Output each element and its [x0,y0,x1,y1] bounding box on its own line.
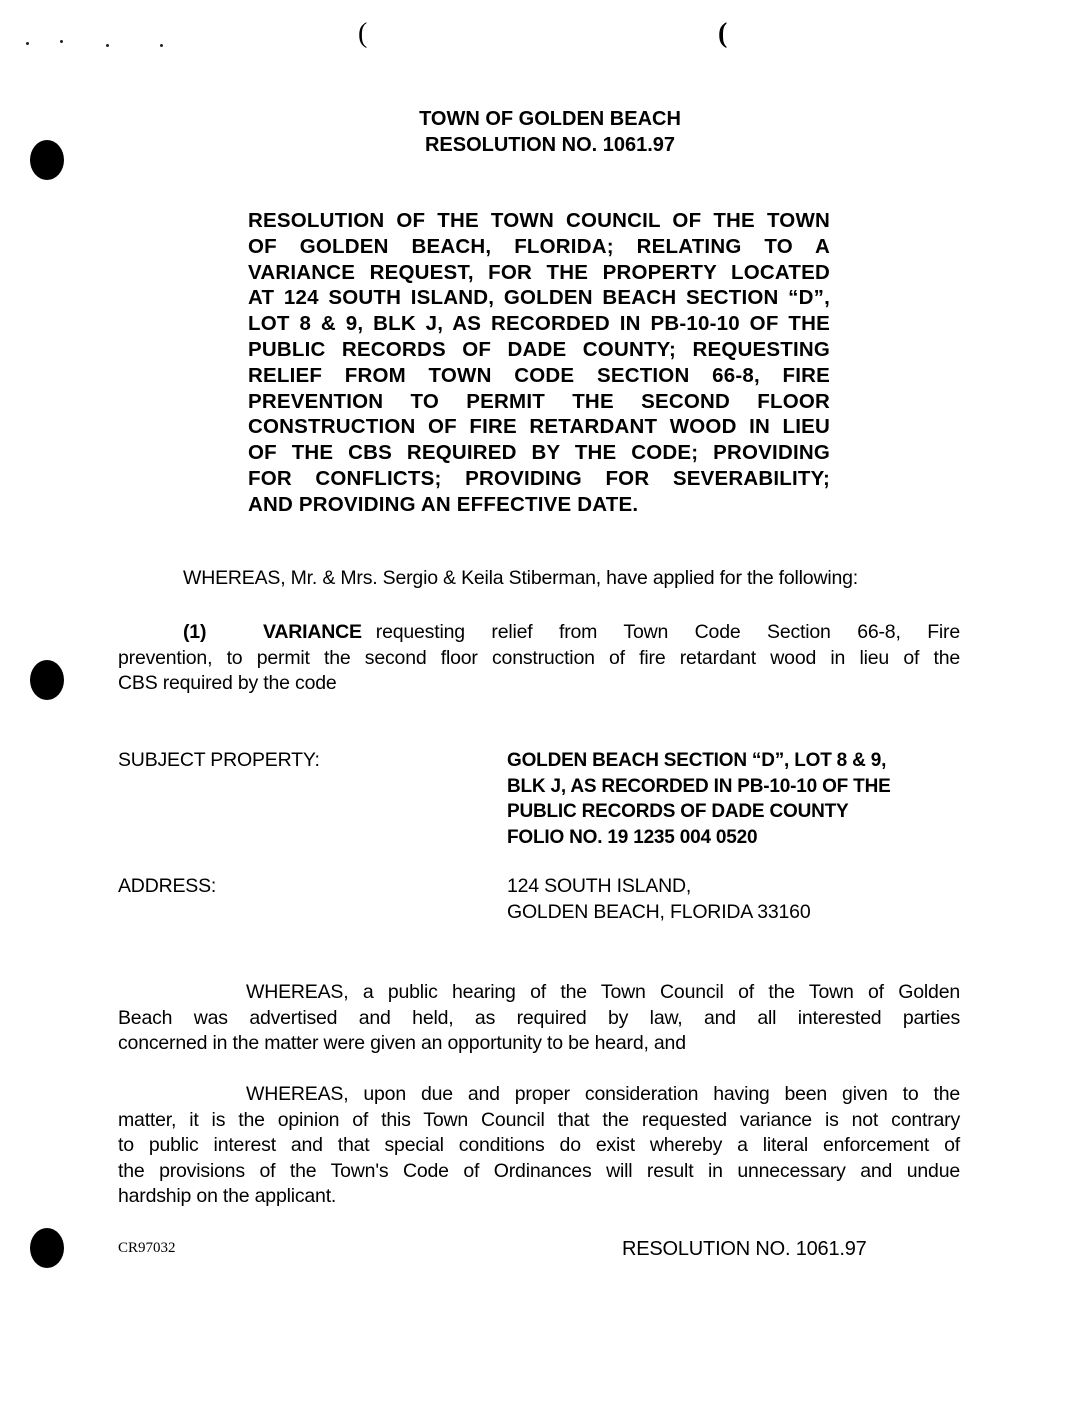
summary-line: LOT 8 & 9, BLK J, AS RECORDED IN PB-10-10 OF THE [248,312,830,336]
address-line: 124 SOUTH ISLAND, [507,875,692,897]
variance-line-3: CBS required by the code [118,672,337,694]
summary-line: RELIEF FROM TOWN CODE SECTION 66-8, FIRE [248,363,830,387]
summary-line: PUBLIC RECORDS OF DADE COUNTY; REQUESTING [248,337,830,361]
scan-speck [26,42,29,45]
town-name: TOWN OF GOLDEN BEACH [419,108,681,130]
subject-property-line: PUBLIC RECORDS OF DADE COUNTY [507,801,849,822]
variance-line-1-rest: requesting relief from Town Code Section 66-8, Fire [375,621,960,643]
summary-line: OF GOLDEN BEACH, FLORIDA; RELATING TO A [248,234,830,258]
whereas-hearing-line: concerned in the matter were given an opportunity to be heard, and [118,1032,686,1054]
variance-line-2: prevention, to permit the second floor construction of fire retardant wood in lieu of the [118,646,960,669]
whereas-hearing [118,980,960,1057]
punch-hole [30,1228,64,1268]
summary-line: VARIANCE REQUEST, FOR THE PROPERTY LOCATED [248,260,830,284]
scan-speck [106,44,109,47]
whereas-consideration-line: to public interest and that special conditions do exist whereby a literal enforcement of [118,1134,960,1156]
document-code: CR97032 [118,1240,176,1256]
whereas-hearing-line: WHEREAS, a public hearing of the Town Council of the Town of Golden [246,981,960,1003]
variance-item [118,620,960,697]
summary-line: AND PROVIDING AN EFFECTIVE DATE. [248,492,639,516]
address-label: ADDRESS: [118,875,217,897]
whereas-consideration-line: WHEREAS, upon due and proper consideration having been given to the [246,1083,960,1105]
document-header [380,106,720,158]
subject-property-label: SUBJECT PROPERTY: [118,749,320,771]
variance-number: (1) [183,621,207,643]
summary-line: FOR CONFLICTS; PROVIDING FOR SEVERABILITY; [248,466,830,490]
resolution-summary [248,208,830,518]
scan-mark: ( [718,18,728,49]
subject-property-value [507,748,891,850]
scan-speck [60,40,63,43]
scan-mark: ( [358,18,368,49]
resolution-number: RESOLUTION NO. 1061.97 [424,134,676,156]
variance-line-1 [118,620,960,646]
scan-speck [160,44,163,47]
variance-title: VARIANCE [263,621,362,643]
subject-property-line: FOLIO NO. 19 1235 004 0520 [507,826,758,848]
subject-property-line: BLK J, AS RECORDED IN PB-10-10 OF THE [507,775,891,797]
footer-resolution-number: RESOLUTION NO. 1061.97 [622,1238,867,1260]
whereas-applicants: WHEREAS, Mr. & Mrs. Sergio & Keila Stiberman, have applied for the following: [183,567,858,589]
whereas-consideration-line: the provisions of the Town's Code of Ordinances will result in unnecessary and undue [118,1159,960,1182]
subject-property-line: GOLDEN BEACH SECTION “D”, LOT 8 & 9, [507,750,887,771]
summary-line: AT 124 SOUTH ISLAND, GOLDEN BEACH SECTION “D”, [248,286,830,310]
punch-hole [30,660,64,700]
summary-line: OF THE CBS REQUIRED BY THE CODE; PROVIDING [248,441,830,465]
address-line: GOLDEN BEACH, FLORIDA 33160 [507,900,811,923]
summary-line: RESOLUTION OF THE TOWN COUNCIL OF THE TOWN [248,209,830,232]
summary-line: PREVENTION TO PERMIT THE SECOND FLOOR [248,389,830,413]
whereas-consideration-line: matter, it is the opinion of this Town Council that the requested variance is not contrary [118,1108,960,1131]
summary-line: CONSTRUCTION OF FIRE RETARDANT WOOD IN LIEU [248,415,830,439]
whereas-consideration-line: hardship on the applicant. [118,1185,337,1207]
whereas-hearing-line: Beach was advertised and held, as required by law, and all interested parties [118,1006,960,1029]
punch-hole [30,140,64,180]
whereas-consideration [118,1082,960,1210]
address-value [507,874,810,925]
